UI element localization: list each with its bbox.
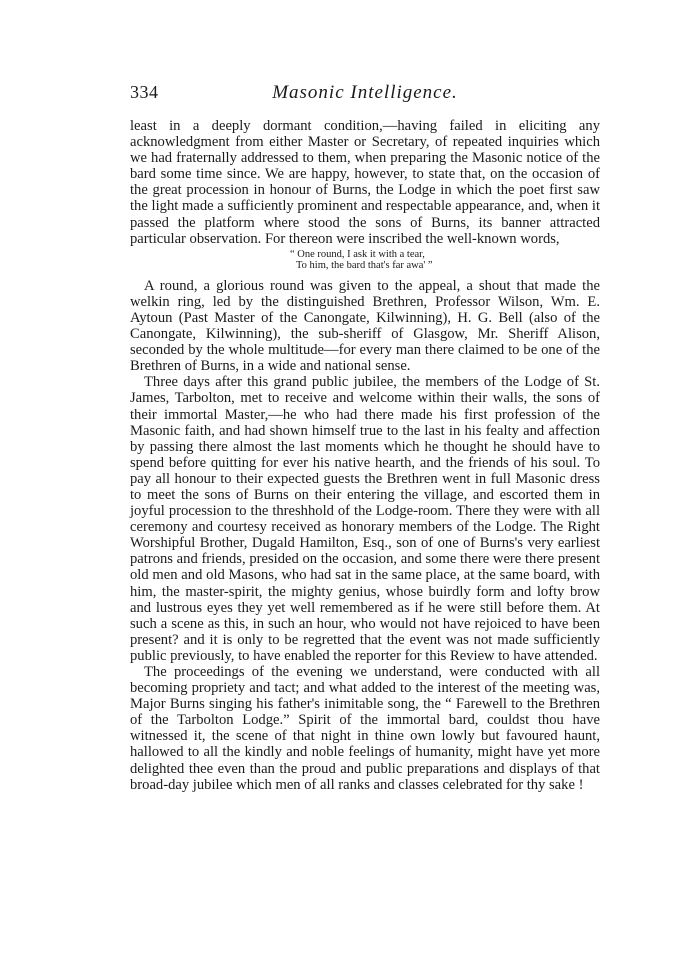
verse-quotation <box>130 249 600 272</box>
article-body <box>130 118 600 793</box>
book-page <box>130 82 600 793</box>
running-title: Masonic Intelligence. <box>272 82 458 103</box>
verse-line-1: “ One round, I ask it with a tear, <box>290 248 425 260</box>
paragraph-1: least in a deeply dormant condition,—having failed in eliciting any acknowledgment from either Master or Secretary, of repeated inquiries which we had fraternally addressed to them, when preparing the Masonic notice of the bard some time since. We are happy, however, to state that, on the occasion of the great procession in honour of Burns, the Lodge in which the poet first saw the light made a sufficiently prominent and respectable appearance, and, when it passed the platform where stood the sons of Burns, its banner attracted particular observation. For thereon were inscribed the well-known words, <box>130 118 600 247</box>
verse-line-2: To him, the bard that's far awa' ” <box>296 260 433 272</box>
paragraph-2: A round, a glorious round was given to the appeal, a shout that made the welkin ring, led by the distinguished Brethren, Professor Wilson, Wm. E. Aytoun (Past Master of the Canongate, Kilwinning), H. G. Bell (also of the Canongate, Kilwinning), the sub-sheriff of Glasgow, Mr. Sheriff Alison, seconded by the whole multitude—for every man there claimed to be one of the Brethren of Burns, in a wide and national sense. <box>130 277 600 375</box>
page-header <box>130 82 600 108</box>
page-number: 334 <box>130 82 159 102</box>
paragraph-3: Three days after this grand public jubilee, the members of the Lodge of St. James, Tarbolton, met to receive and welcome within their walls, the sons of their immortal Master,—he who had there made his first profession of the Masonic faith, and had shown himself true to the last in his fealty and affection by passing there almost the last moments which he thought he should have to spend before quitting for ever his native hearth, and the friends of his soul. To pay all honour to their expected guests the Brethren went in full Masonic dress to meet the sons of Burns on their entering the village, and escorted them in joyful procession to the threshhold of the Lodge-room. There they were with all ceremony and courtesy received as honorary members of the Lodge. The Right Worshipful Brother, Dugald Hamilton, Esq., son of one of Burns's very earliest patrons and friends, presided on the occasion, and some there were there present old men and old Masons, who had sat in the same place, at the same board, with him, the master-spirit, the mighty genius, whose buirdly form and lofty brow and lustrous eyes they yet well remembered as if he were still before them. At such a scene as this, in such an hour, who would not have rejoiced to have been present? and it is only to be regretted that the event was not made sufficiently public previously, to have enabled the reporter for this Review to have attended. <box>130 374 600 664</box>
paragraph-4: The proceedings of the evening we understand, were conducted with all becoming propriety and tact; and what added to the interest of the meeting was, Major Burns singing his father's inimitable song, the “ Farewell to the Brethren of the Tarbolton Lodge.” Spirit of the immortal bard, couldst thou have witnessed it, the scene of that night in thine own lowly but favoured haunt, hallowed to all the kindly and noble feelings of humanity, might have yet more delighted thee even than the proud and public preparations and displays of that broad-day jubilee which men of all ranks and classes celebrated for thy sake ! <box>130 664 600 793</box>
